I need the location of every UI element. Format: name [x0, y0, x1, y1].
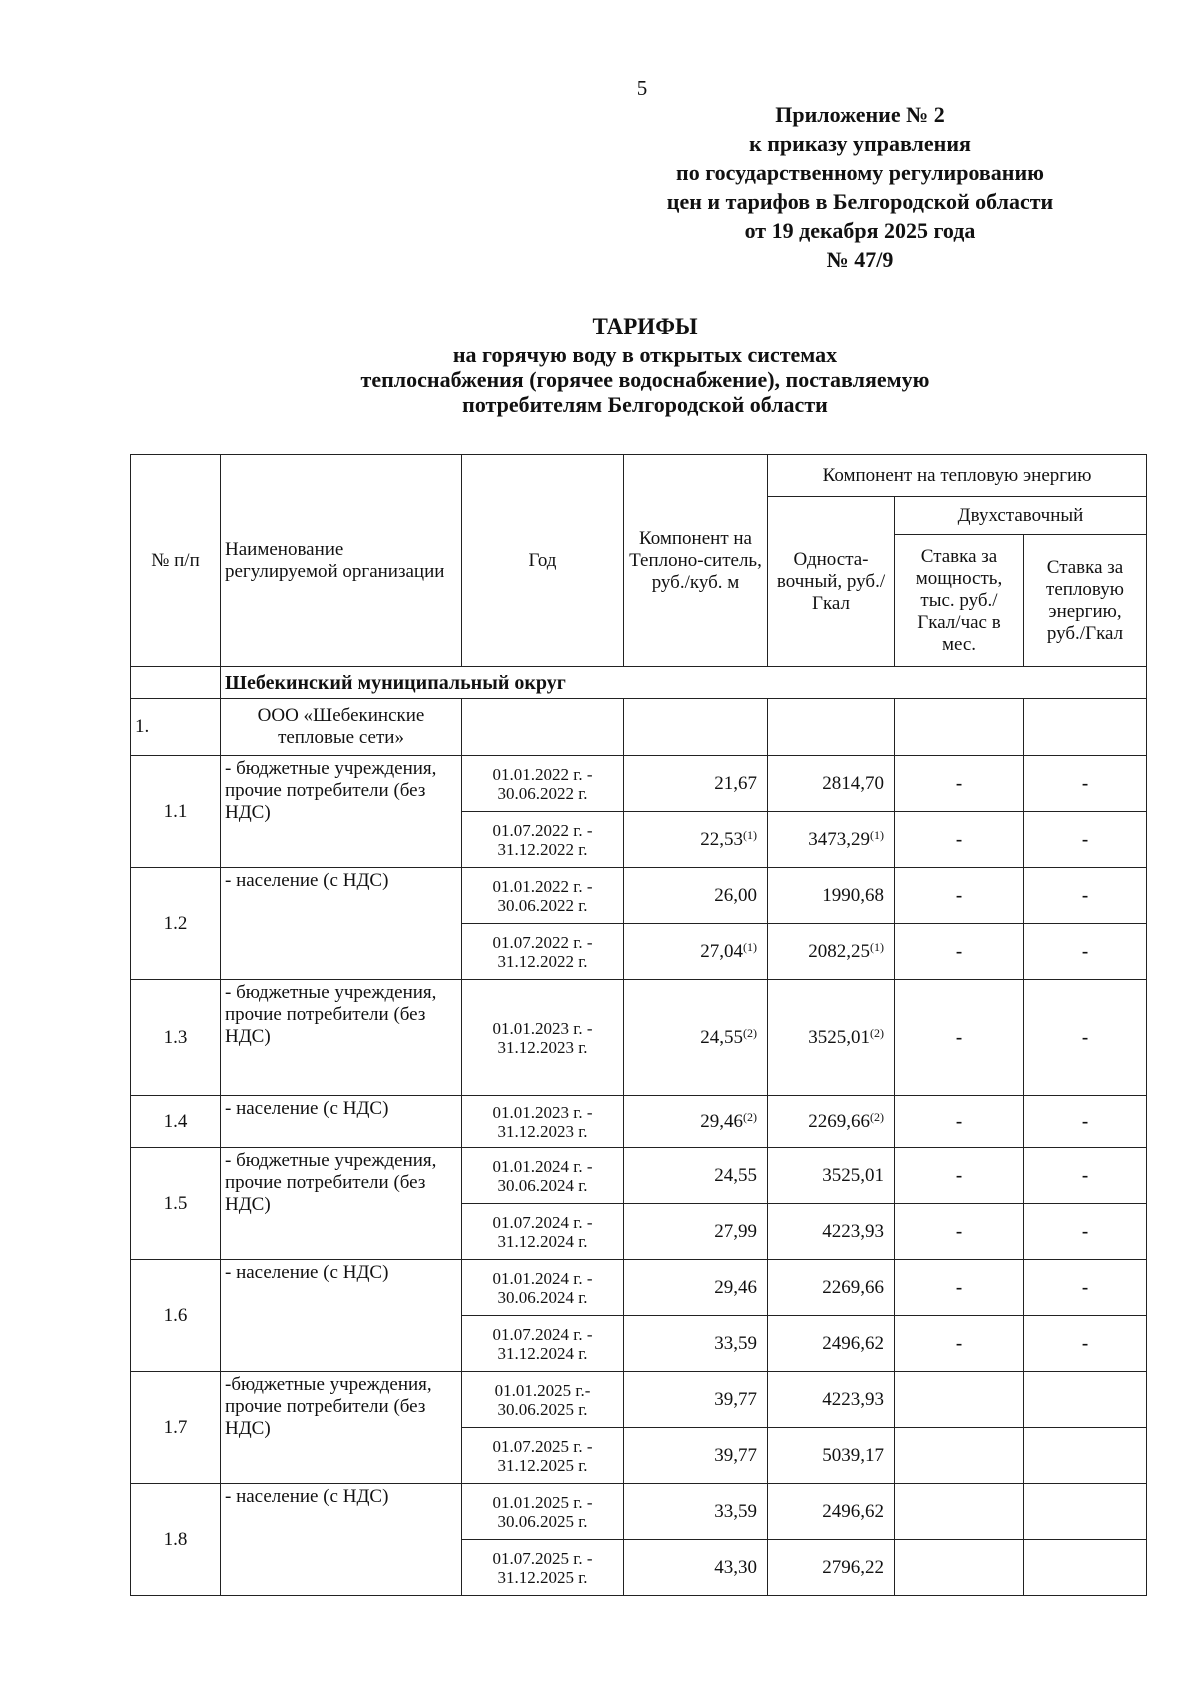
carrier-number: 21,67 — [714, 772, 757, 794]
carrier-number: 39,77 — [714, 1444, 757, 1466]
title-main: ТАРИФЫ — [592, 314, 698, 339]
carrier-value — [624, 1484, 768, 1540]
heat-value — [768, 756, 895, 812]
table-row — [131, 1484, 1147, 1540]
consumer-group: - бюджетные учреждения, прочие потребители (без НДС) — [221, 756, 462, 868]
header-no: № п/п — [131, 455, 221, 667]
heat-number: 3525,01 — [822, 1164, 884, 1186]
heat-number: 3473,29 — [808, 828, 870, 850]
carrier-number: 29,46 — [714, 1276, 757, 1298]
period-cell: 01.01.2024 г. - 30.06.2024 г. — [462, 1260, 624, 1316]
appendix-line: № 47/9 — [826, 247, 894, 272]
table-row — [131, 1096, 1147, 1148]
header-energy: Ставка за тепловую энергию, руб./Гкал — [1024, 535, 1147, 667]
carrier-value — [624, 1204, 768, 1260]
heat-number: 2814,70 — [822, 772, 884, 794]
org-number: 1. — [131, 699, 221, 756]
capacity-rate: - — [895, 1148, 1024, 1204]
consumer-group: - бюджетные учреждения, прочие потребители (без НДС) — [221, 980, 462, 1096]
consumer-group: - население (с НДС) — [221, 1484, 462, 1596]
footnote-marker: (2) — [743, 1025, 757, 1040]
carrier-value — [624, 1540, 768, 1596]
table-row — [131, 1372, 1147, 1428]
row-number: 1.6 — [131, 1260, 221, 1372]
carrier-value — [624, 924, 768, 980]
energy-rate: - — [1024, 1096, 1147, 1148]
period-cell: 01.07.2025 г. - 31.12.2025 г. — [462, 1428, 624, 1484]
heat-value — [768, 924, 895, 980]
heat-value — [768, 1372, 895, 1428]
heat-number: 3525,01 — [808, 1026, 870, 1048]
appendix-line: цен и тарифов в Белгородской области — [666, 189, 1054, 214]
tariffs-table — [130, 454, 1147, 1596]
period-cell: 01.07.2024 г. - 31.12.2024 г. — [462, 1316, 624, 1372]
carrier-value — [624, 1428, 768, 1484]
row-number: 1.1 — [131, 756, 221, 868]
consumer-group: - население (с НДС) — [221, 1096, 462, 1148]
capacity-rate: - — [895, 924, 1024, 980]
org-name: ООО «Шебекинские тепловые сети» — [221, 699, 462, 756]
heat-value — [768, 812, 895, 868]
capacity-rate — [895, 1540, 1024, 1596]
heat-number: 2496,62 — [822, 1332, 884, 1354]
carrier-value — [624, 1316, 768, 1372]
energy-rate — [1024, 1428, 1147, 1484]
appendix-line: к приказу управления — [749, 131, 971, 156]
appendix-line: от 19 декабря 2025 года — [744, 218, 976, 243]
carrier-number: 24,55 — [700, 1026, 743, 1048]
period-cell: 01.07.2022 г. - 31.12.2022 г. — [462, 812, 624, 868]
heat-number: 4223,93 — [822, 1388, 884, 1410]
carrier-number: 39,77 — [714, 1388, 757, 1410]
carrier-value — [624, 1260, 768, 1316]
header-heat: Компонент на тепловую энергию — [768, 455, 1147, 497]
page-number: 5 — [636, 76, 648, 100]
heat-number: 2496,62 — [822, 1500, 884, 1522]
district-row: Шебекинский муниципальный округ — [221, 667, 1147, 699]
heat-value — [768, 1540, 895, 1596]
row-number: 1.3 — [131, 980, 221, 1096]
heat-number: 2796,22 — [822, 1556, 884, 1578]
carrier-number: 27,99 — [714, 1220, 757, 1242]
capacity-rate — [895, 1372, 1024, 1428]
appendix-line: Приложение № 2 — [775, 102, 945, 127]
period-cell: 01.01.2022 г. - 30.06.2022 г. — [462, 756, 624, 812]
carrier-number: 33,59 — [714, 1332, 757, 1354]
carrier-number: 29,46 — [700, 1110, 743, 1132]
footnote-marker: (1) — [870, 939, 884, 954]
energy-rate: - — [1024, 1148, 1147, 1204]
carrier-value — [624, 980, 768, 1096]
energy-rate: - — [1024, 1316, 1147, 1372]
footnote-marker: (1) — [870, 827, 884, 842]
carrier-value — [624, 1372, 768, 1428]
carrier-number: 22,53 — [700, 828, 743, 850]
header-single: Односта-вочный, руб./Гкал — [768, 497, 895, 667]
heat-number: 2269,66 — [822, 1276, 884, 1298]
heat-value — [768, 1148, 895, 1204]
energy-rate: - — [1024, 812, 1147, 868]
heat-number: 2269,66 — [808, 1110, 870, 1132]
period-cell: 01.01.2024 г. - 30.06.2024 г. — [462, 1148, 624, 1204]
energy-rate: - — [1024, 924, 1147, 980]
period-cell: 01.01.2023 г. - 31.12.2023 г. — [462, 980, 624, 1096]
footnote-marker: (2) — [870, 1109, 884, 1124]
energy-rate — [1024, 1484, 1147, 1540]
consumer-group: -бюджетные учреждения, прочие потребители (без НДС) — [221, 1372, 462, 1484]
carrier-value — [624, 868, 768, 924]
header-name: Наименование регулируемой организации — [221, 455, 462, 667]
energy-rate: - — [1024, 1260, 1147, 1316]
period-cell: 01.01.2025 г.- 30.06.2025 г. — [462, 1372, 624, 1428]
heat-value — [768, 1428, 895, 1484]
row-number: 1.5 — [131, 1148, 221, 1260]
carrier-number: 24,55 — [714, 1164, 757, 1186]
period-cell: 01.01.2022 г. - 30.06.2022 г. — [462, 868, 624, 924]
period-cell: 01.07.2024 г. - 31.12.2024 г. — [462, 1204, 624, 1260]
document-title — [150, 312, 1140, 417]
energy-rate: - — [1024, 1204, 1147, 1260]
capacity-rate — [895, 1484, 1024, 1540]
footnote-marker: (2) — [743, 1109, 757, 1124]
energy-rate — [1024, 1540, 1147, 1596]
period-cell: 01.07.2025 г. - 31.12.2025 г. — [462, 1540, 624, 1596]
appendix-line: по государственному регулированию — [676, 160, 1044, 185]
title-line: теплоснабжения (горячее водоснабжение), поставляемую — [360, 367, 930, 392]
energy-rate: - — [1024, 980, 1147, 1096]
title-line: на горячую воду в открытых системах — [452, 342, 838, 367]
heat-value — [768, 868, 895, 924]
row-number: 1.7 — [131, 1372, 221, 1484]
table-row — [131, 1260, 1147, 1316]
period-cell: 01.01.2023 г. - 31.12.2023 г. — [462, 1096, 624, 1148]
capacity-rate: - — [895, 756, 1024, 812]
table-row — [131, 756, 1147, 812]
heat-number: 4223,93 — [822, 1220, 884, 1242]
capacity-rate: - — [895, 868, 1024, 924]
capacity-rate: - — [895, 1204, 1024, 1260]
carrier-value — [624, 756, 768, 812]
heat-number: 1990,68 — [822, 884, 884, 906]
heat-number: 2082,25 — [808, 940, 870, 962]
heat-value — [768, 1484, 895, 1540]
carrier-number: 27,04 — [700, 940, 743, 962]
appendix-header — [560, 100, 1160, 274]
carrier-value — [624, 812, 768, 868]
period-cell: 01.07.2022 г. - 31.12.2022 г. — [462, 924, 624, 980]
table-row — [131, 868, 1147, 924]
heat-value — [768, 1096, 895, 1148]
title-line: потребителям Белгородской области — [462, 392, 828, 417]
carrier-number: 43,30 — [714, 1556, 757, 1578]
heat-value — [768, 1204, 895, 1260]
heat-value — [768, 980, 895, 1096]
carrier-value — [624, 1148, 768, 1204]
carrier-number: 33,59 — [714, 1500, 757, 1522]
consumer-group: - население (с НДС) — [221, 868, 462, 980]
carrier-value — [624, 1096, 768, 1148]
capacity-rate: - — [895, 1260, 1024, 1316]
carrier-number: 26,00 — [714, 884, 757, 906]
footnote-marker: (2) — [870, 1025, 884, 1040]
header-year: Год — [462, 455, 624, 667]
footnote-marker: (1) — [743, 939, 757, 954]
heat-value — [768, 1260, 895, 1316]
table-row — [131, 1148, 1147, 1204]
row-number: 1.4 — [131, 1096, 221, 1148]
capacity-rate: - — [895, 980, 1024, 1096]
row-number: 1.2 — [131, 868, 221, 980]
heat-number: 5039,17 — [822, 1444, 884, 1466]
consumer-group: - бюджетные учреждения, прочие потребители (без НДС) — [221, 1148, 462, 1260]
period-cell: 01.01.2025 г. - 30.06.2025 г. — [462, 1484, 624, 1540]
heat-value — [768, 1316, 895, 1372]
capacity-rate — [895, 1428, 1024, 1484]
header-capacity: Ставка за мощность, тыс. руб./ Гкал/час в мес. — [895, 535, 1024, 667]
row-number: 1.8 — [131, 1484, 221, 1596]
header-two-part: Двухставочный — [895, 497, 1147, 535]
capacity-rate: - — [895, 1096, 1024, 1148]
table-row — [131, 980, 1147, 1096]
footnote-marker: (1) — [743, 827, 757, 842]
capacity-rate: - — [895, 812, 1024, 868]
header-carrier: Компонент на Теплоно-ситель, руб./куб. м — [624, 455, 768, 667]
consumer-group: - население (с НДС) — [221, 1260, 462, 1372]
energy-rate: - — [1024, 756, 1147, 812]
capacity-rate: - — [895, 1316, 1024, 1372]
energy-rate — [1024, 1372, 1147, 1428]
energy-rate: - — [1024, 868, 1147, 924]
